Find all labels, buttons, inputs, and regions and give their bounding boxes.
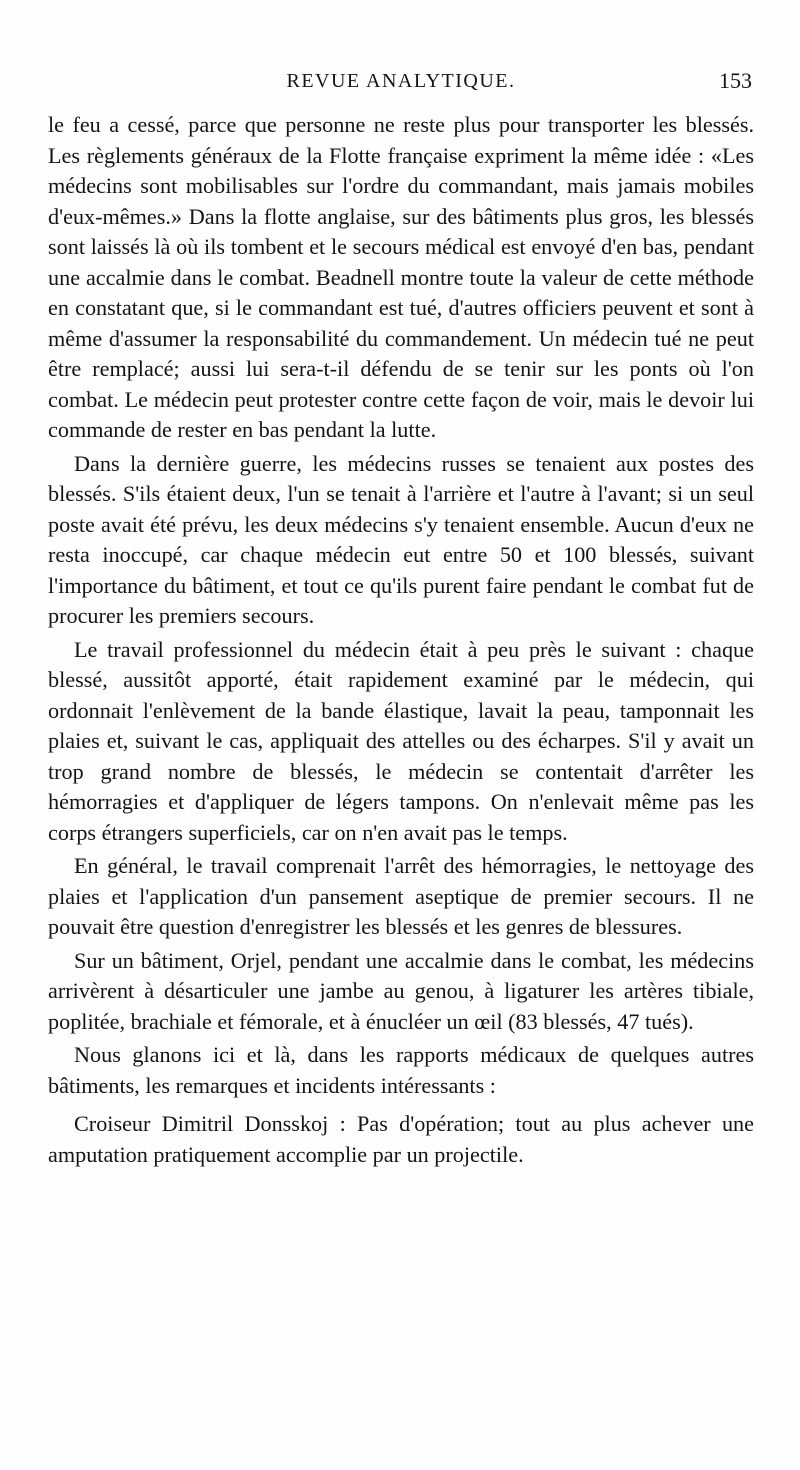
paragraph-5: Sur un bâtiment, Orjel, pendant une accalmie dans le combat, les médecins arrivèrent à désarticuler une jambe au genou, à ligaturer les artères tibiale, poplitée, brachiale et fémorale, et à énucléer un œil (83 blessés, 47 tués). xyxy=(48,947,754,1034)
page-number: 153 xyxy=(719,68,752,93)
running-head: REVUE ANALYTIQUE. xyxy=(286,70,516,92)
page-header xyxy=(48,62,754,102)
paragraph-1: le feu a cessé, parce que personne ne reste plus pour transporter les blessés. Les règlements généraux de la Flotte française expriment la même idée : «Les médecins sont mobilisables sur l'ordre du commandant, mais jamais mobiles d'eux-mêmes.» Dans la flotte anglaise, sur des bâtiments plus gros, les blessés sont laissés là où ils tombent et le secours médical est envoyé d'en bas, pendant une accalmie dans le combat. Beadnell montre toute la valeur de cette méthode en constatant que, si le commandant est tué, d'autres officiers peuvent et sont à même d'assumer la responsabilité du commandement. Un médecin tué ne peut être remplacé; aussi lui sera-t-il défendu de se tenir sur les ponts où l'on combat. Le médecin peut protester contre cette façon de voir, mais le devoir lui commande de rester en bas pendant la lutte. xyxy=(48,112,754,442)
paragraph-6: Nous glanons ici et là, dans les rapports médicaux de quelques autres bâtiments, les remarques et incidents intéressants : xyxy=(48,1042,754,1098)
paragraph-4: En général, le travail comprenait l'arrêt des hémorragies, le nettoyage des plaies et l'application d'un pansement aseptique de premier secours. Il ne pouvait être question d'enregistrer les blessés et les genres de blessures. xyxy=(48,853,754,939)
body-text xyxy=(48,110,754,1170)
paragraph-7: Croiseur Dimitril Donsskoj : Pas d'opération; tout au plus achever une amputation pratiquement accomplie par un projectile. xyxy=(48,1111,754,1167)
paragraph-2: Dans la dernière guerre, les médecins russes se tenaient aux postes des blessés. S'ils étaient deux, l'un se tenait à l'arrière et l'autre à l'avant; si un seul poste avait été prévu, les deux médecins s'y tenaient ensemble. Aucun d'eux ne resta inoccupé, car chaque médecin eut entre 50 et 100 blessés, suivant l'importance du bâtiment, et tout ce qu'ils purent faire pendant le combat fut de procurer les premiers secours. xyxy=(48,450,754,628)
paragraph-3: Le travail professionnel du médecin était à peu près le suivant : chaque blessé, aussitôt apporté, était rapidement examiné par le médecin, qui ordonnait l'enlèvement de la bande élastique, lavait la peau, tamponnait les plaies et, suivant le cas, appliquait des attelles ou des écharpes. S'il y avait un trop grand nombre de blessés, le médecin se contentait d'arrêter les hémorragies et d'appliquer de légers tampons. On n'enlevait même pas les corps étrangers superficiels, car on n'en avait pas le temps. xyxy=(48,636,754,845)
